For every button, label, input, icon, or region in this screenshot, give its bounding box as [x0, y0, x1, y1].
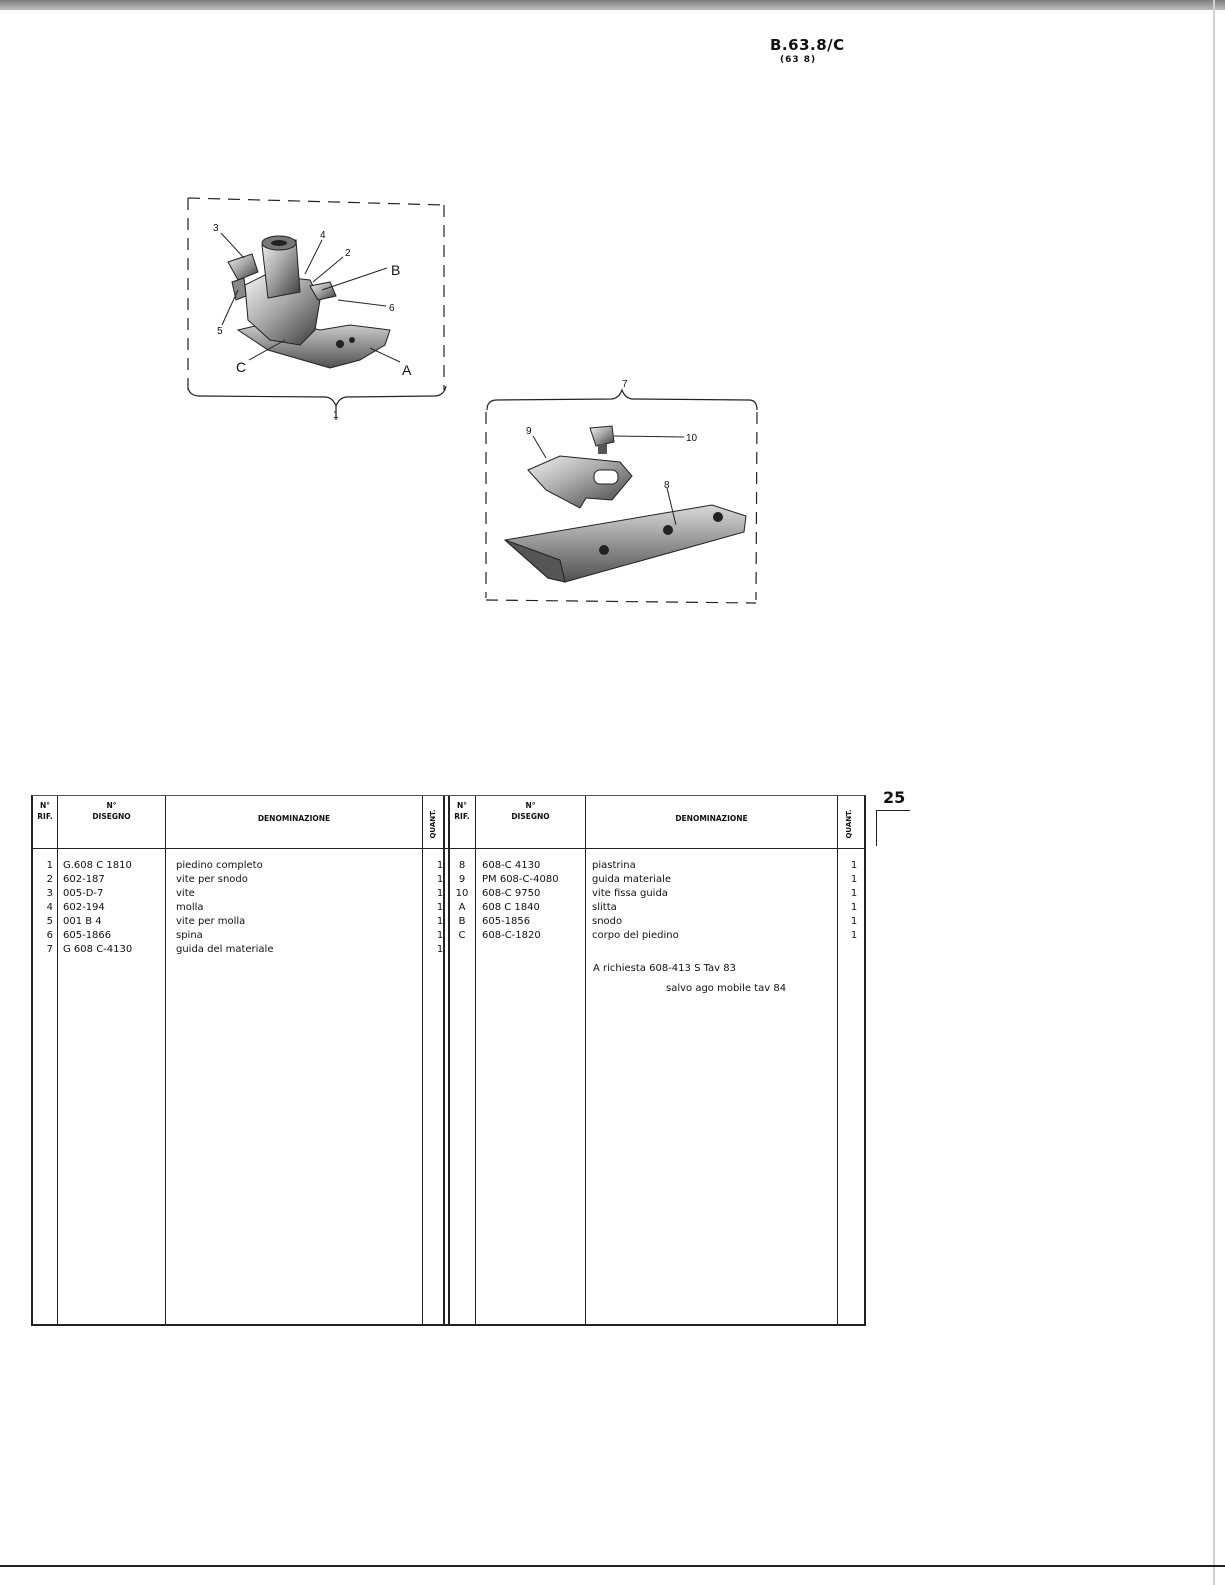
table-cell: 1	[46, 860, 53, 871]
table-cell: 605-1856	[482, 916, 531, 927]
table-cell: 1	[850, 874, 858, 885]
table-cell: G 608 C-4130	[63, 944, 133, 955]
callout-3: 3	[213, 223, 219, 234]
header-quant-right	[842, 804, 856, 844]
table-cell: 1	[436, 888, 444, 899]
exploded-parts-illustration	[0, 0, 1225, 640]
table-cell: piastrina	[592, 860, 636, 871]
parts-table	[31, 795, 866, 1326]
table-cell: 1	[436, 916, 444, 927]
table-cell: 5	[46, 916, 53, 927]
table-cell: 1	[436, 944, 444, 955]
table-cell: 1	[436, 860, 444, 871]
page-number: 25	[883, 788, 906, 807]
table-cell: 1	[436, 874, 444, 885]
header-disegno-right-line1: N°	[525, 801, 536, 810]
table-cell: 8	[458, 860, 466, 871]
right-rif-column	[452, 859, 472, 943]
group-7-ref: 7	[622, 379, 628, 390]
right-disegno-column	[482, 859, 559, 943]
table-cell: piedino completo	[176, 860, 263, 871]
header-quant	[426, 804, 440, 844]
table-cell: 608-C-1820	[482, 930, 541, 941]
table-cell: A	[458, 902, 466, 913]
table-cell: vite per molla	[176, 916, 246, 927]
bottom-scan-line	[0, 1565, 1225, 1567]
callout-8: 8	[664, 480, 670, 491]
table-cell: 602-187	[63, 874, 105, 885]
header-quant-right-text: QUANT.	[845, 809, 853, 839]
table-cell: 602-194	[63, 902, 105, 913]
table-cell: vite per snodo	[176, 874, 248, 885]
table-cell: 605-1866	[63, 930, 112, 941]
page-number-rule-vertical	[876, 810, 877, 846]
table-cell: 608 C 1840	[482, 902, 540, 913]
header-disegno-line1: N°	[106, 801, 117, 810]
table-cell: 608-C 4130	[482, 860, 541, 871]
table-code-sub: (63 8)	[780, 55, 817, 65]
callout-2: 2	[345, 248, 351, 259]
table-cell: 1	[850, 916, 858, 927]
table-cell: spina	[176, 930, 203, 941]
header-denominazione-right: DENOMINAZIONE	[675, 814, 748, 823]
table-cell: snodo	[592, 916, 623, 927]
callout-10: 10	[686, 433, 698, 444]
table-cell: 1	[850, 888, 858, 899]
header-rule	[33, 848, 864, 849]
table-cell: 1	[436, 930, 444, 941]
column-divider	[475, 796, 476, 1324]
table-cell: C	[458, 930, 466, 941]
table-cell: vite	[176, 888, 195, 899]
table-cell: 005-D-7	[63, 888, 104, 899]
column-divider	[585, 796, 586, 1324]
header-rif-right	[449, 800, 475, 822]
left-denominazione-column	[176, 859, 273, 957]
table-cell: slitta	[592, 902, 617, 913]
table-cell: guida del materiale	[176, 944, 274, 955]
callout-A: A	[402, 362, 412, 378]
header-rif	[33, 800, 57, 822]
table-cell: corpo del piedino	[592, 930, 679, 941]
table-cell: 6	[46, 930, 53, 941]
table-cell: 1	[850, 860, 858, 871]
table-code: B.63.8/C	[770, 36, 845, 54]
column-divider	[57, 796, 58, 1324]
table-cell: 3	[46, 888, 53, 899]
left-disegno-column	[63, 859, 132, 957]
table-cell: vite fissa guida	[592, 888, 668, 899]
callout-9: 9	[526, 426, 532, 437]
table-cell: G.608 C 1810	[63, 860, 132, 871]
table-cell: 7	[46, 944, 53, 955]
table-cell: 1	[850, 930, 858, 941]
header-disegno	[58, 800, 165, 822]
column-divider	[165, 796, 166, 1324]
table-cell: 10	[455, 888, 469, 899]
left-quant-column	[433, 859, 447, 957]
table-cell: 2	[46, 874, 53, 885]
header-rif-line2: RIF.	[37, 812, 53, 821]
column-divider	[837, 796, 838, 1324]
presser-foot-drawing	[228, 236, 390, 368]
callout-C: C	[236, 359, 247, 375]
table-cell: 9	[458, 874, 466, 885]
column-divider	[448, 796, 450, 1324]
right-quant-column	[847, 859, 861, 943]
table-cell: B	[458, 916, 466, 927]
note-on-request: A richiesta 608-413 S Tav 83	[593, 963, 737, 974]
callout-6: 6	[389, 303, 395, 314]
note-exception: salvo ago mobile tav 84	[666, 983, 787, 994]
header-disegno-line2: DISEGNO	[92, 812, 131, 821]
header-disegno-right-line2: DISEGNO	[511, 812, 550, 821]
table-cell: 608-C 9750	[482, 888, 541, 899]
header-rif-right-line1: N°	[456, 801, 468, 810]
header-disegno-right	[476, 800, 585, 822]
table-cell: PM 608-C-4080	[482, 874, 559, 885]
left-rif-column	[33, 859, 53, 957]
header-rif-line1: N°	[39, 801, 51, 810]
group-1-ref: 1	[333, 410, 339, 421]
table-cell: molla	[176, 902, 204, 913]
group-7-bracket	[486, 390, 757, 603]
table-cell: 1	[436, 902, 444, 913]
table-cell: 001 B 4	[63, 916, 102, 927]
table-cell: guida materiale	[592, 874, 672, 885]
header-rif-right-line2: RIF.	[454, 812, 470, 821]
right-denominazione-column	[592, 859, 679, 943]
table-cell: 1	[850, 902, 858, 913]
callout-4: 4	[320, 230, 326, 241]
page-number-rule	[876, 810, 910, 811]
callout-B: B	[391, 262, 401, 278]
column-divider	[422, 796, 423, 1324]
callout-5: 5	[217, 326, 223, 337]
header-quant-text: QUANT.	[429, 809, 437, 839]
header-denominazione: DENOMINAZIONE	[257, 814, 331, 823]
table-cell: 4	[46, 902, 53, 913]
